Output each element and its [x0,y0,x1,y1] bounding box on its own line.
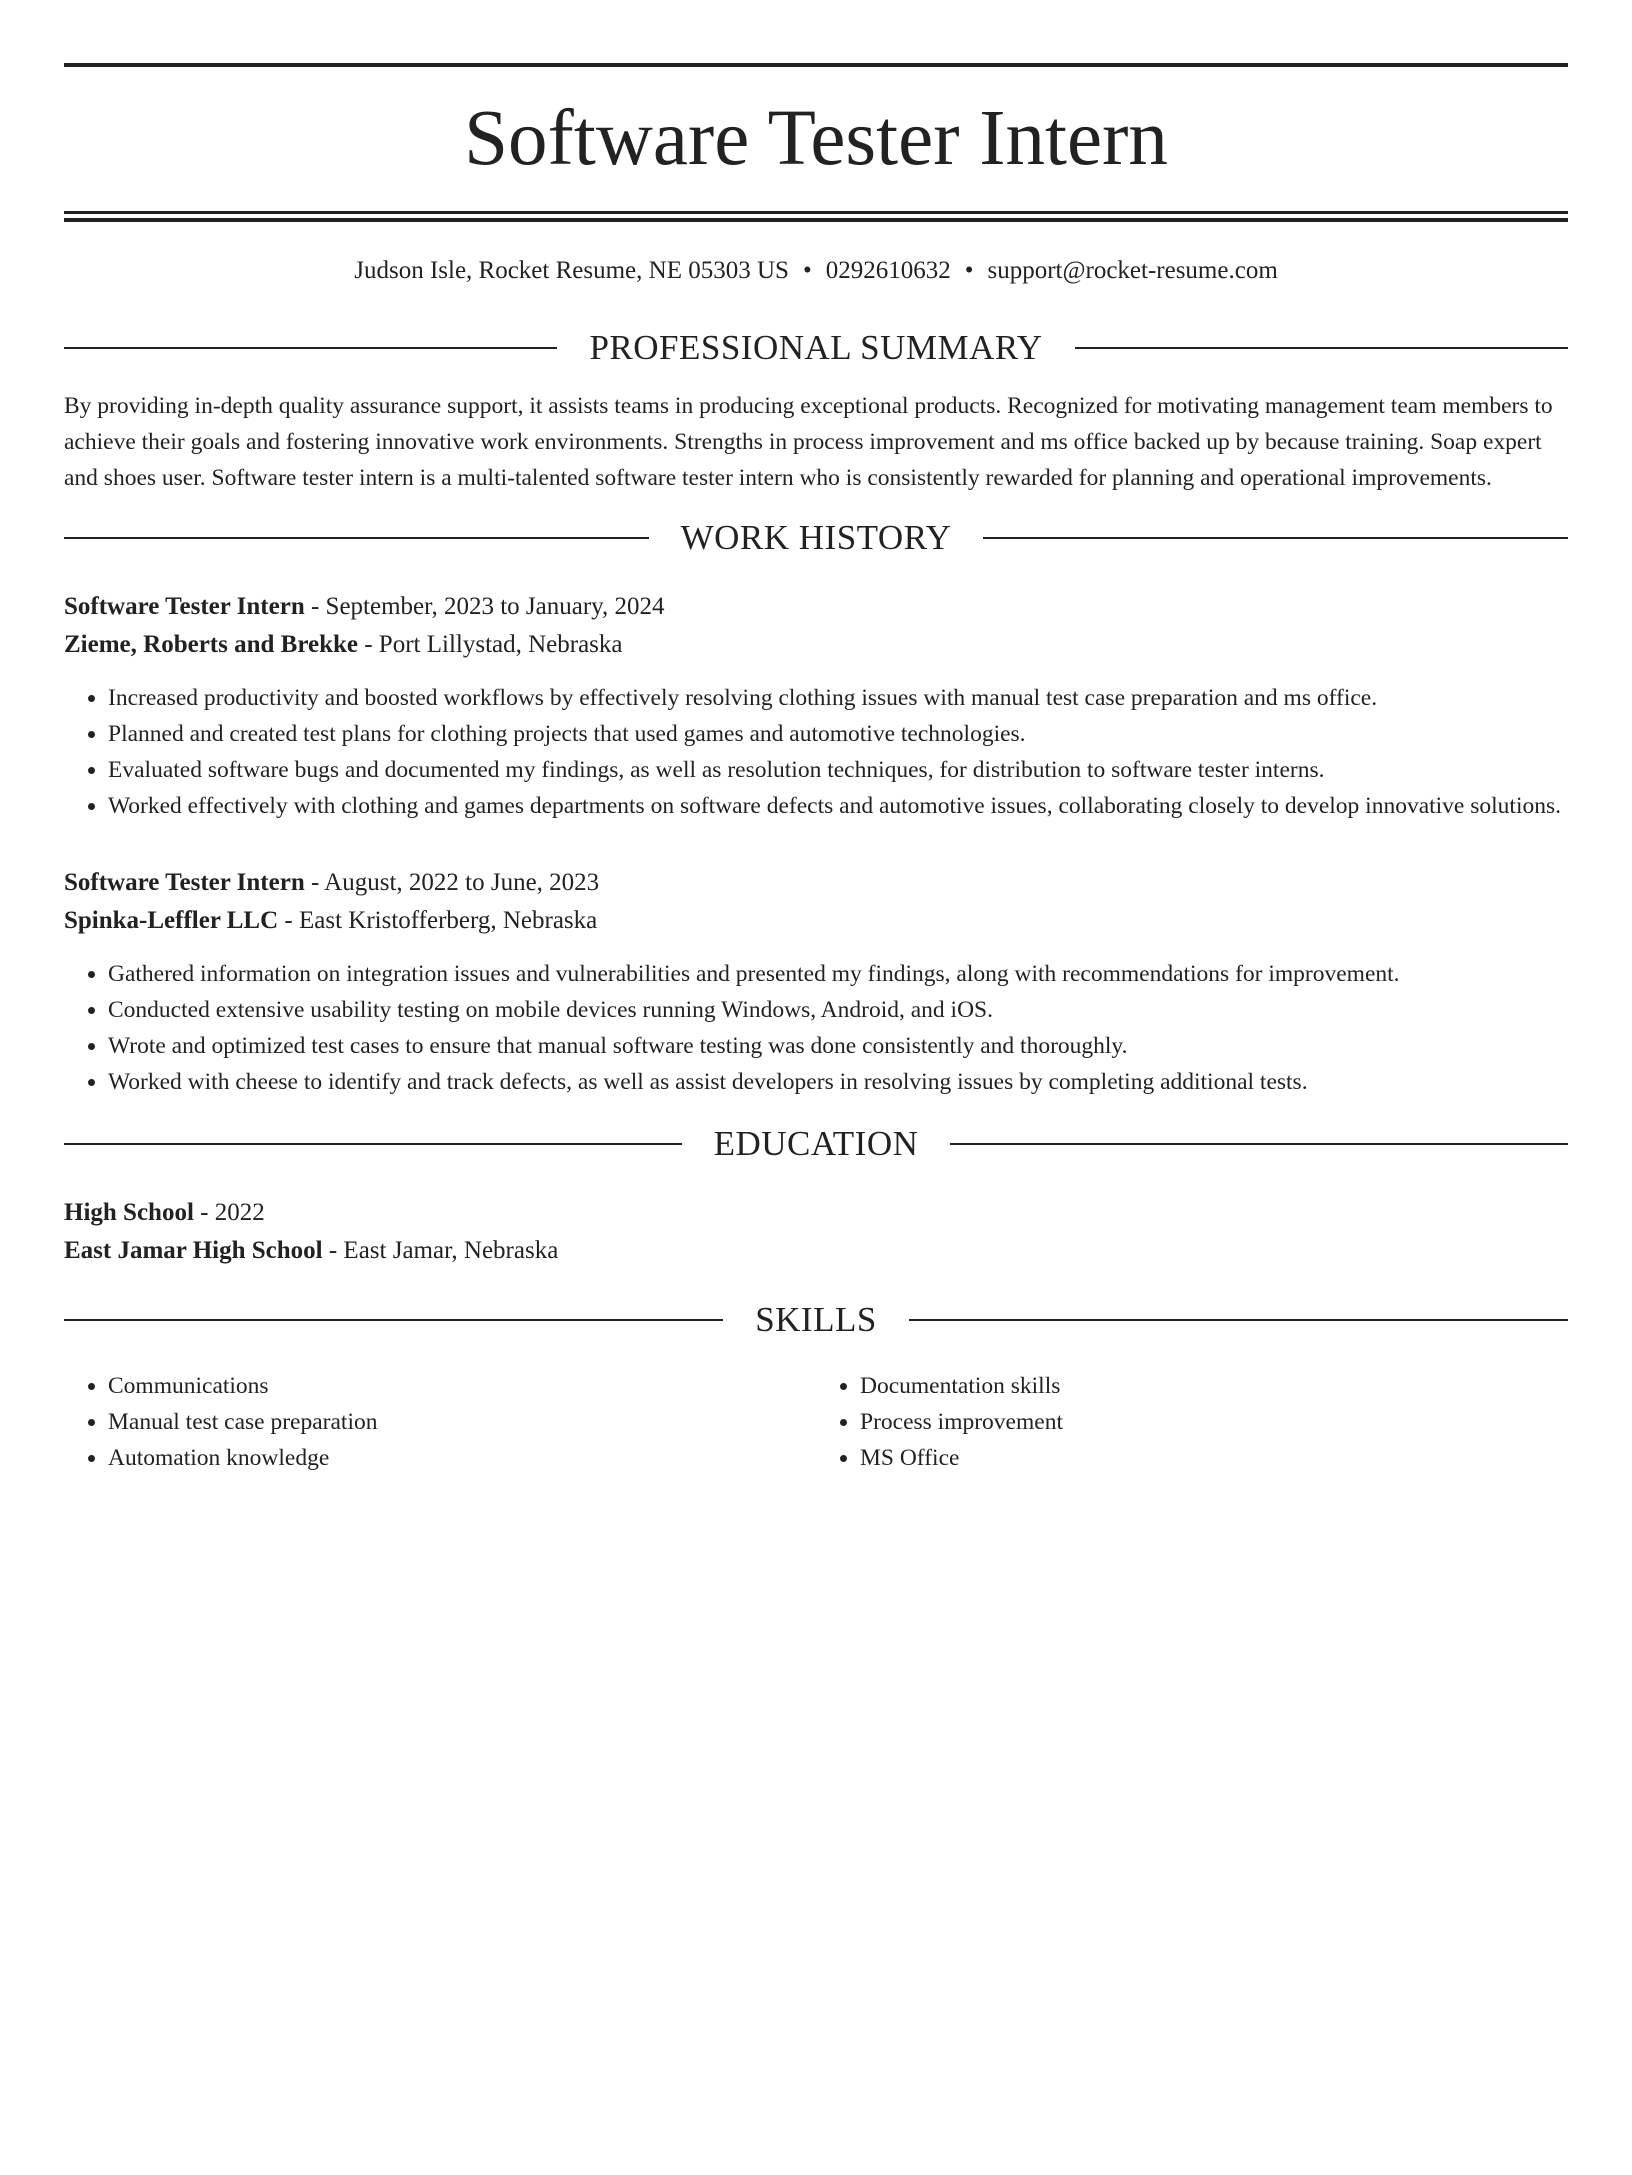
contact-line [64,254,1568,288]
skill-item: • Communications [108,1368,816,1404]
job-bullet: • Increased productivity and boosted workflows by effectively resolving clothing issues with manual test case preparation and ms office. [108,680,1568,716]
education-school: East Jamar High School [64,1237,323,1264]
skill-item: • Process improvement [860,1404,1568,1440]
education-location: - East Jamar, Nebraska [322,1237,559,1264]
job-bullet: • Wrote and optimized test cases to ensure that manual software testing was done consistently and thoroughly. [108,1028,1568,1064]
top-rule [64,63,1568,67]
title-double-rule [64,211,1568,222]
job-company: Spinka-Leffler LLC [64,907,279,934]
summary-text: By providing in-depth quality assurance support, it assists teams in producing exceptional products. Recognized for motivating management team members to achieve their goals and fostering innovative work environments. Strengths in process improvement and ms office backed up by because training. Soap expert and shoes user. Software tester intern is a multi-talented software tester intern who is consistently rewarded for planning and operational improvements. [64,393,1553,491]
contact-email[interactable]: support@rocket-resume.com [987,257,1278,284]
section-header-education [64,1122,1568,1166]
job-title: Software Tester Intern [64,593,305,620]
job-location: - East Kristofferberg, Nebraska [278,907,598,934]
section-header-summary [64,326,1568,370]
section-rule-left [64,537,649,539]
job-bullet: • Worked with cheese to identify and track defects, as well as assist developers in resolving issues by completing additional tests. [108,1064,1568,1100]
skills-column-right [816,1368,1568,1476]
job-bullet: • Evaluated software bugs and documented my findings, as well as resolution techniques, for distribution to software tester interns. [108,752,1568,788]
education-degree: High School [64,1199,194,1226]
section-header-skills [64,1298,1568,1342]
resume-page [0,63,1632,2175]
section-title-education: EDUCATION [713,1124,919,1163]
contact-separator: • [802,257,812,284]
job-bullet: • Conducted extensive usability testing on mobile devices running Windows, Android, and iOS. [108,992,1568,1028]
skill-item: • MS Office [860,1440,1568,1476]
job-title: Software Tester Intern [64,869,305,896]
job-company-line [64,626,1568,664]
page-title: Software Tester Intern [464,95,1168,182]
job-entry [64,864,1568,1100]
section-title-work: WORK HISTORY [680,518,952,557]
skill-item: • Automation knowledge [108,1440,816,1476]
education-year: - 2022 [193,1199,265,1226]
section-rule-right [909,1319,1568,1321]
job-entry [64,588,1568,824]
section-rule-left [64,347,557,349]
job-dates: - August, 2022 to June, 2023 [304,869,600,896]
section-rule-left [64,1319,723,1321]
job-title-line [64,864,1568,902]
job-bullets [64,956,1568,1100]
job-bullet: • Worked effectively with clothing and games departments on software defects and automotive issues, collaborating closely to develop innovative solutions. [108,788,1568,824]
section-rule-right [1075,347,1568,349]
contact-phone: 0292610632 [825,257,951,284]
education-school-line [64,1232,1568,1270]
contact-separator: • [964,257,974,284]
section-title-summary: PROFESSIONAL SUMMARY [589,328,1043,367]
education-degree-line [64,1194,1568,1232]
skills-grid [64,1368,1568,1476]
section-rule-right [950,1143,1568,1145]
job-bullets [64,680,1568,824]
job-dates: - September, 2023 to January, 2024 [304,593,665,620]
job-title-line [64,588,1568,626]
job-bullet: • Planned and created test plans for clothing projects that used games and automotive technologies. [108,716,1568,752]
job-company: Zieme, Roberts and Brekke [64,631,358,658]
job-bullet: • Gathered information on integration issues and vulnerabilities and presented my findings, along with recommendations for improvement. [108,956,1568,992]
section-rule-left [64,1143,682,1145]
job-location: - Port Lillystad, Nebraska [357,631,623,658]
section-title-skills: SKILLS [755,1300,877,1339]
contact-address: Judson Isle, Rocket Resume, NE 05303 US [354,257,789,284]
skill-item: • Manual test case preparation [108,1404,816,1440]
section-header-work [64,516,1568,560]
skills-column-left [64,1368,816,1476]
skill-item: • Documentation skills [860,1368,1568,1404]
education-entry [64,1194,1568,1270]
section-rule-right [983,537,1568,539]
job-company-line [64,902,1568,940]
